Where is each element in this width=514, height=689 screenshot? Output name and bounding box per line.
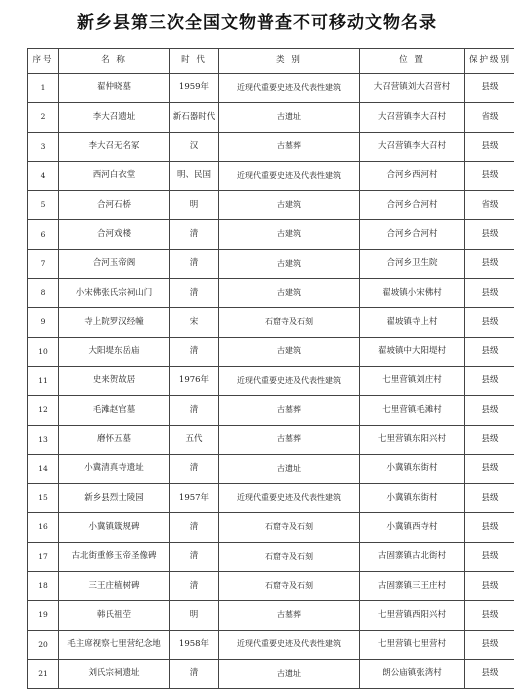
cell-era: 清 bbox=[170, 249, 219, 278]
cell-location: 小冀镇东街村 bbox=[360, 454, 465, 483]
cell-category: 石窟寺及石刻 bbox=[219, 513, 360, 542]
table-header bbox=[28, 49, 514, 74]
cell-category: 石窟寺及石刻 bbox=[219, 308, 360, 337]
cell-level: 县级 bbox=[465, 513, 514, 542]
cell-name: 古北街重修玉帝圣像碑 bbox=[59, 542, 170, 571]
cell-level: 县级 bbox=[465, 366, 514, 395]
cell-category: 古建筑 bbox=[219, 191, 360, 220]
cell-category: 古墓葬 bbox=[219, 132, 360, 161]
cell-no: 2 bbox=[28, 103, 59, 132]
cell-no: 6 bbox=[28, 220, 59, 249]
cell-category: 古建筑 bbox=[219, 220, 360, 249]
cell-name: 三王庄植树碑 bbox=[59, 572, 170, 601]
cell-no: 18 bbox=[28, 572, 59, 601]
cell-location: 合河乡卫生院 bbox=[360, 249, 465, 278]
cell-era: 1959年 bbox=[170, 74, 219, 103]
table-row bbox=[28, 454, 514, 483]
cell-no: 12 bbox=[28, 396, 59, 425]
cell-no: 19 bbox=[28, 601, 59, 630]
cell-level: 县级 bbox=[465, 454, 514, 483]
cell-level: 县级 bbox=[465, 396, 514, 425]
cell-name: 毛滩赵官墓 bbox=[59, 396, 170, 425]
cell-era: 1958年 bbox=[170, 630, 219, 659]
cell-location: 古固寨镇古北街村 bbox=[360, 542, 465, 571]
table-row bbox=[28, 601, 514, 630]
cell-category: 近现代重要史迹及代表性建筑 bbox=[219, 161, 360, 190]
cell-no: 13 bbox=[28, 425, 59, 454]
cell-location: 七里营镇刘庄村 bbox=[360, 366, 465, 395]
table-row bbox=[28, 249, 514, 278]
header-location: 位 置 bbox=[360, 49, 465, 74]
cell-location: 朗公庙镇张湾村 bbox=[360, 659, 465, 688]
table-row bbox=[28, 484, 514, 513]
cell-category: 石窟寺及石刻 bbox=[219, 542, 360, 571]
cell-level: 县级 bbox=[465, 572, 514, 601]
cell-name: 西河白衣堂 bbox=[59, 161, 170, 190]
cell-category: 古遗址 bbox=[219, 454, 360, 483]
cell-name: 李大召无名冢 bbox=[59, 132, 170, 161]
cell-category: 古建筑 bbox=[219, 279, 360, 308]
cell-no: 11 bbox=[28, 366, 59, 395]
table-row bbox=[28, 161, 514, 190]
cell-no: 3 bbox=[28, 132, 59, 161]
cell-era: 明 bbox=[170, 191, 219, 220]
table-row bbox=[28, 74, 514, 103]
cell-location: 合河乡合河村 bbox=[360, 191, 465, 220]
cell-era: 新石器时代 bbox=[170, 103, 219, 132]
header-level: 保护级别 bbox=[465, 49, 514, 74]
cell-location: 小冀镇西寺村 bbox=[360, 513, 465, 542]
cell-category: 古遗址 bbox=[219, 659, 360, 688]
cell-level: 县级 bbox=[465, 425, 514, 454]
cell-era: 清 bbox=[170, 220, 219, 249]
cell-level: 县级 bbox=[465, 161, 514, 190]
cell-name: 寺上院罗汉经幢 bbox=[59, 308, 170, 337]
cell-era: 清 bbox=[170, 572, 219, 601]
table-row bbox=[28, 659, 514, 688]
cell-location: 合河乡西河村 bbox=[360, 161, 465, 190]
header-category: 类 别 bbox=[219, 49, 360, 74]
table-row bbox=[28, 308, 514, 337]
cell-level: 县级 bbox=[465, 74, 514, 103]
cell-location: 翟坡镇中大阳堤村 bbox=[360, 337, 465, 366]
table-row bbox=[28, 103, 514, 132]
cell-name: 翟仲晓墓 bbox=[59, 74, 170, 103]
cell-location: 古固寨镇三王庄村 bbox=[360, 572, 465, 601]
cell-level: 县级 bbox=[465, 484, 514, 513]
cell-no: 21 bbox=[28, 659, 59, 688]
cell-level: 县级 bbox=[465, 308, 514, 337]
cell-era: 明、民国 bbox=[170, 161, 219, 190]
cell-era: 清 bbox=[170, 279, 219, 308]
cell-name: 毛主席视察七里营纪念地 bbox=[59, 630, 170, 659]
cell-era: 汉 bbox=[170, 132, 219, 161]
page-title: 新乡县第三次全国文物普查不可移动文物名录 bbox=[0, 8, 514, 33]
cell-name: 小冀镇箴规碑 bbox=[59, 513, 170, 542]
cell-era: 清 bbox=[170, 542, 219, 571]
table-row bbox=[28, 220, 514, 249]
cell-level: 县级 bbox=[465, 249, 514, 278]
table-row bbox=[28, 425, 514, 454]
cell-category: 近现代重要史迹及代表性建筑 bbox=[219, 484, 360, 513]
cell-location: 七里营镇东阳兴村 bbox=[360, 425, 465, 454]
cell-level: 县级 bbox=[465, 279, 514, 308]
cell-name: 磨怀五墓 bbox=[59, 425, 170, 454]
cell-level: 县级 bbox=[465, 337, 514, 366]
cell-name: 新乡县烈士陵园 bbox=[59, 484, 170, 513]
cell-name: 李大召遗址 bbox=[59, 103, 170, 132]
cell-name: 合河石桥 bbox=[59, 191, 170, 220]
cell-era: 清 bbox=[170, 337, 219, 366]
header-name: 名 称 bbox=[59, 49, 170, 74]
table-row bbox=[28, 572, 514, 601]
cell-no: 5 bbox=[28, 191, 59, 220]
cell-location: 大召营镇刘大召营村 bbox=[360, 74, 465, 103]
cell-era: 五代 bbox=[170, 425, 219, 454]
cell-era: 清 bbox=[170, 454, 219, 483]
cell-level: 县级 bbox=[465, 542, 514, 571]
table-row bbox=[28, 279, 514, 308]
cell-location: 七里营镇西阳兴村 bbox=[360, 601, 465, 630]
cell-no: 15 bbox=[28, 484, 59, 513]
cell-category: 古墓葬 bbox=[219, 425, 360, 454]
cell-no: 17 bbox=[28, 542, 59, 571]
cell-location: 七里营镇七里营村 bbox=[360, 630, 465, 659]
cell-level: 县级 bbox=[465, 132, 514, 161]
cell-name: 史来贺故居 bbox=[59, 366, 170, 395]
cell-era: 明 bbox=[170, 601, 219, 630]
cell-location: 翟坡镇小宋佛村 bbox=[360, 279, 465, 308]
cell-name: 刘氏宗祠遗址 bbox=[59, 659, 170, 688]
cell-name: 合河玉帝阁 bbox=[59, 249, 170, 278]
cell-name: 合河戏楼 bbox=[59, 220, 170, 249]
cell-category: 古建筑 bbox=[219, 337, 360, 366]
table-row bbox=[28, 337, 514, 366]
table-row bbox=[28, 630, 514, 659]
cell-era: 1976年 bbox=[170, 366, 219, 395]
cell-name: 小宋佛张氏宗祠山门 bbox=[59, 279, 170, 308]
table-row bbox=[28, 132, 514, 161]
cell-name: 小冀清真寺遗址 bbox=[59, 454, 170, 483]
cell-location: 大召营镇李大召村 bbox=[360, 103, 465, 132]
cell-name: 韩氏祖茔 bbox=[59, 601, 170, 630]
cell-category: 近现代重要史迹及代表性建筑 bbox=[219, 74, 360, 103]
cell-location: 七里营镇毛滩村 bbox=[360, 396, 465, 425]
cell-era: 宋 bbox=[170, 308, 219, 337]
cell-level: 县级 bbox=[465, 601, 514, 630]
cell-category: 古建筑 bbox=[219, 249, 360, 278]
cell-level: 县级 bbox=[465, 659, 514, 688]
header-row bbox=[28, 49, 514, 74]
cell-location: 合河乡合河村 bbox=[360, 220, 465, 249]
relics-table-container bbox=[27, 48, 509, 689]
cell-era: 清 bbox=[170, 659, 219, 688]
cell-location: 小冀镇东街村 bbox=[360, 484, 465, 513]
table-row bbox=[28, 396, 514, 425]
cell-no: 14 bbox=[28, 454, 59, 483]
cell-category: 近现代重要史迹及代表性建筑 bbox=[219, 366, 360, 395]
cell-era: 清 bbox=[170, 396, 219, 425]
table-row bbox=[28, 191, 514, 220]
cell-no: 10 bbox=[28, 337, 59, 366]
cell-era: 1957年 bbox=[170, 484, 219, 513]
header-era: 时 代 bbox=[170, 49, 219, 74]
table-row bbox=[28, 542, 514, 571]
cell-name: 大阳堤东岳庙 bbox=[59, 337, 170, 366]
cell-no: 20 bbox=[28, 630, 59, 659]
cell-no: 1 bbox=[28, 74, 59, 103]
cell-no: 8 bbox=[28, 279, 59, 308]
table-body bbox=[28, 74, 514, 689]
cell-category: 近现代重要史迹及代表性建筑 bbox=[219, 630, 360, 659]
cell-level: 省级 bbox=[465, 191, 514, 220]
cell-category: 古墓葬 bbox=[219, 396, 360, 425]
table-row bbox=[28, 513, 514, 542]
cell-level: 县级 bbox=[465, 630, 514, 659]
cell-level: 县级 bbox=[465, 220, 514, 249]
header-no: 序号 bbox=[28, 49, 59, 74]
relics-table bbox=[27, 48, 514, 689]
cell-no: 4 bbox=[28, 161, 59, 190]
cell-no: 7 bbox=[28, 249, 59, 278]
cell-location: 翟坡镇寺上村 bbox=[360, 308, 465, 337]
cell-era: 清 bbox=[170, 513, 219, 542]
cell-no: 9 bbox=[28, 308, 59, 337]
cell-location: 大召营镇李大召村 bbox=[360, 132, 465, 161]
cell-category: 古遗址 bbox=[219, 103, 360, 132]
cell-level: 省级 bbox=[465, 103, 514, 132]
table-row bbox=[28, 366, 514, 395]
cell-category: 石窟寺及石刻 bbox=[219, 572, 360, 601]
cell-no: 16 bbox=[28, 513, 59, 542]
cell-category: 古墓葬 bbox=[219, 601, 360, 630]
